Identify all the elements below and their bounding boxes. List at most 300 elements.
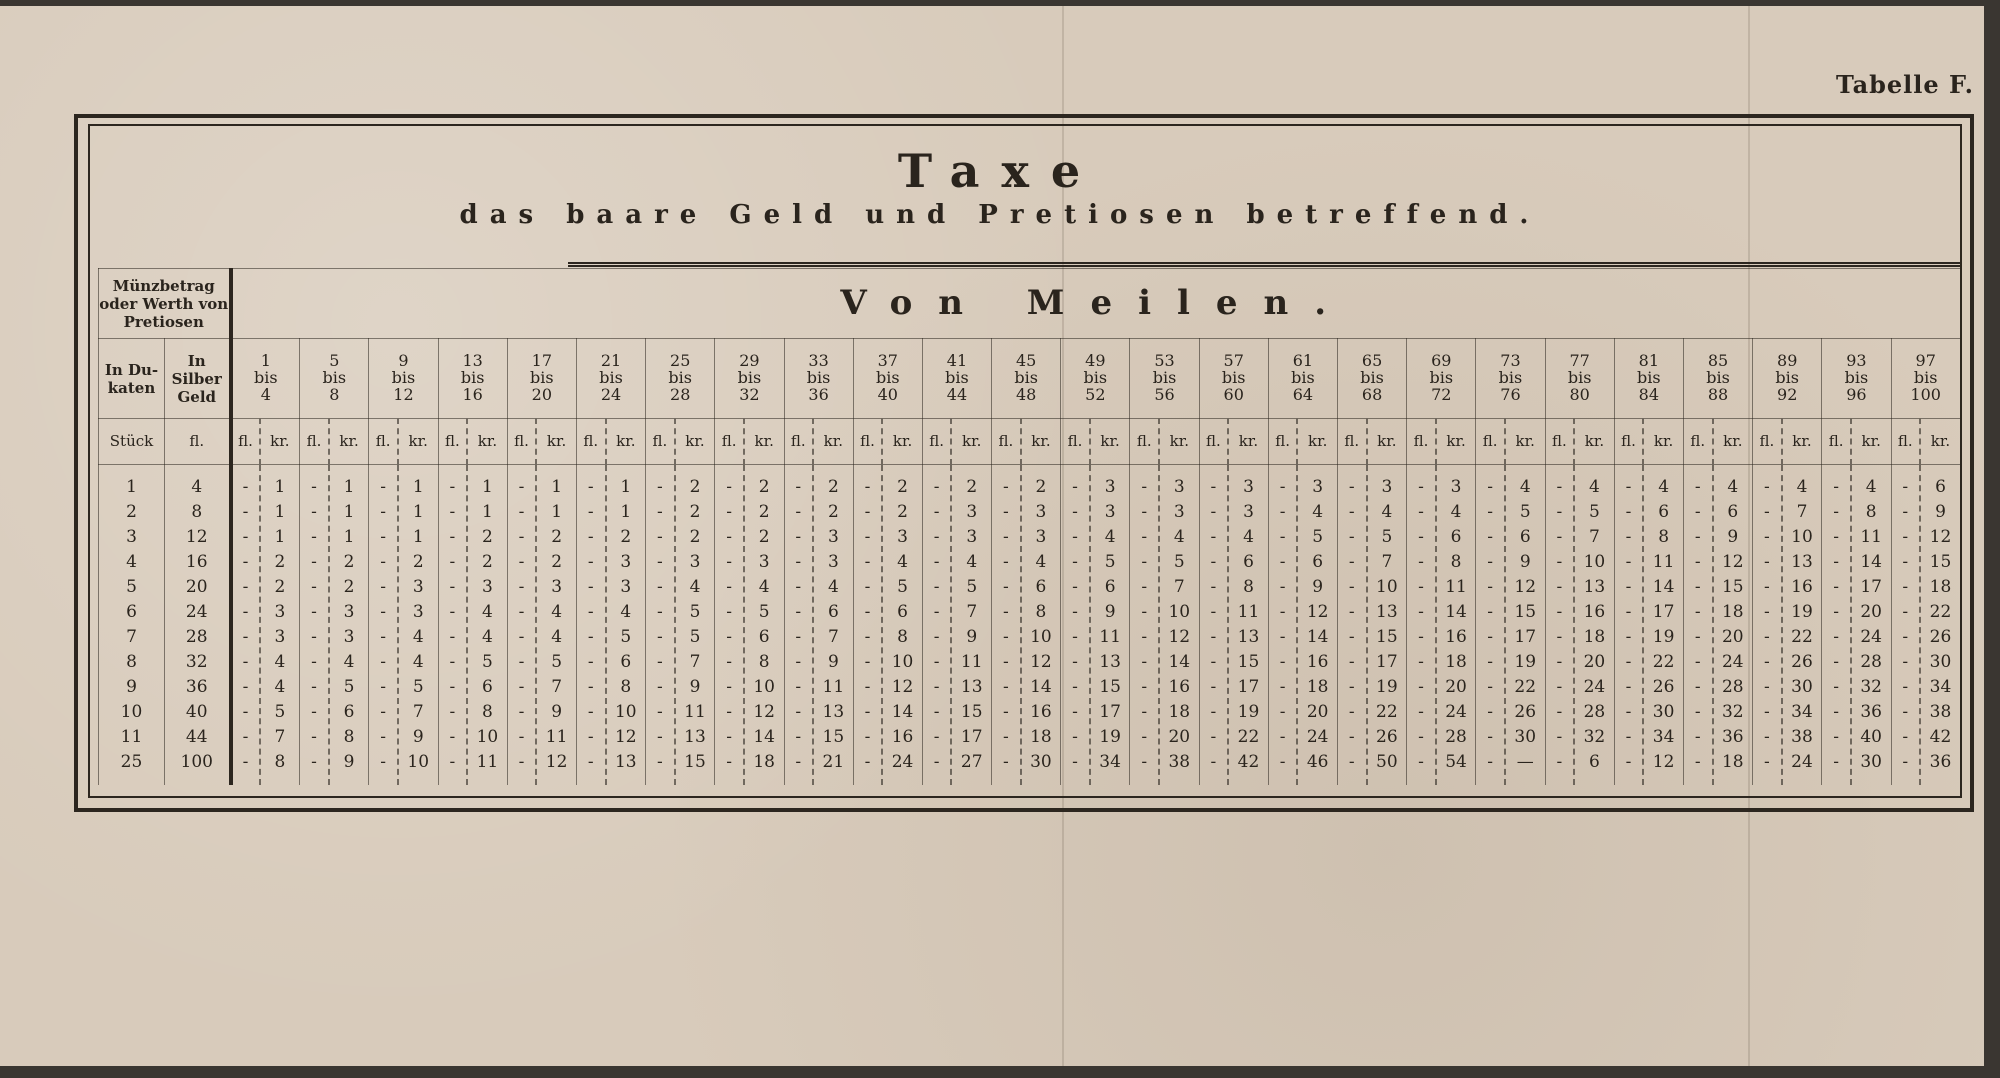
kreuzer-value: 18	[1583, 626, 1606, 647]
florin-value: -	[726, 701, 732, 722]
distance-range-part: 48	[1015, 384, 1037, 404]
kreuzer-value: 17	[1860, 576, 1882, 597]
kreuzer-value: 7	[827, 626, 839, 647]
florin-value: -	[657, 601, 663, 622]
kreuzer-value: 9	[689, 676, 701, 697]
kreuzer-value: 7	[274, 726, 286, 747]
distance-range-header	[715, 339, 784, 419]
kreuzer-value: 18	[1721, 751, 1744, 772]
silver-value: 4	[191, 476, 203, 497]
kreuzer-value: 4	[1035, 551, 1047, 572]
florin-value: -	[1556, 751, 1563, 772]
kreuzer-value: 5	[897, 576, 908, 597]
florin-value: -	[1141, 651, 1148, 672]
florin-value: -	[1764, 526, 1770, 547]
florin-value: -	[1418, 726, 1424, 747]
florin-value: -	[1902, 726, 1909, 747]
kreuzer-value: 3	[689, 551, 701, 572]
florin-value: -	[1348, 751, 1355, 772]
florin-value: -	[587, 501, 594, 522]
florin-value: -	[795, 476, 802, 497]
florin-value: -	[1210, 601, 1217, 622]
kreuzer-column	[1367, 465, 1407, 785]
florin-value: -	[380, 526, 387, 547]
kreuzer-unit: kr.	[1297, 419, 1337, 465]
florin-value: -	[1833, 476, 1839, 497]
florin-value: -	[587, 476, 594, 497]
florin-value: -	[1556, 501, 1563, 522]
florin-value: -	[242, 501, 249, 522]
kreuzer-value: 16	[891, 726, 914, 747]
florin-value: -	[380, 726, 387, 747]
florin-value: -	[1694, 701, 1701, 722]
florin-value: -	[1694, 526, 1701, 547]
kreuzer-value: 15	[1237, 651, 1260, 672]
kreuzer-value: 32	[1721, 701, 1744, 722]
kreuzer-value: 32	[1583, 726, 1606, 747]
florin-value: -	[311, 751, 317, 772]
florin-unit: fl.	[853, 419, 882, 465]
kreuzer-column	[1297, 465, 1337, 785]
distance-range-part: 37	[877, 351, 898, 371]
kreuzer-value: 4	[1381, 501, 1393, 522]
florin-value: -	[1694, 626, 1701, 647]
kreuzer-unit: kr.	[882, 419, 922, 465]
kreuzer-value: 1	[412, 476, 424, 497]
ducat-value: 5	[126, 576, 137, 597]
kreuzer-unit: kr.	[951, 419, 991, 465]
kreuzer-value: 17	[1514, 626, 1537, 647]
florin-value: -	[1625, 501, 1632, 522]
kreuzer-value: 12	[1168, 626, 1191, 647]
silver-value: 44	[185, 726, 208, 747]
florin-value: -	[518, 501, 525, 522]
florin-value: -	[933, 601, 940, 622]
florin-value: -	[1764, 576, 1770, 597]
distance-range-part: bis	[1567, 368, 1592, 388]
distance-range-part: 96	[1846, 384, 1867, 404]
florin-value: -	[1002, 726, 1009, 747]
florin-value: -	[242, 626, 249, 647]
kreuzer-value: 8	[1450, 551, 1462, 572]
kreuzer-column	[606, 465, 646, 785]
florin-value: -	[380, 601, 387, 622]
kreuzer-value: 13	[1791, 551, 1813, 572]
florin-value: -	[1418, 626, 1424, 647]
kreuzer-value: 10	[1376, 576, 1398, 597]
kreuzer-value: 18	[1929, 576, 1952, 597]
kreuzer-value: 7	[1173, 576, 1185, 597]
kreuzer-value: 5	[482, 651, 493, 672]
kreuzer-value: 3	[1104, 476, 1116, 497]
florin-value: -	[933, 576, 940, 597]
florin-unit: fl.	[1338, 419, 1367, 465]
kreuzer-value: 5	[689, 601, 701, 622]
florin-value: -	[795, 601, 802, 622]
florin-value: -	[1210, 701, 1217, 722]
kreuzer-value: 4	[551, 626, 563, 647]
ducat-value: 1	[126, 476, 137, 497]
distance-range-part: 89	[1777, 351, 1798, 371]
ducats-header: In Du- katen	[99, 339, 165, 419]
florin-value: -	[449, 751, 456, 772]
distance-range-header	[992, 339, 1061, 419]
florin-value: -	[864, 676, 871, 697]
kreuzer-value: 24	[1583, 676, 1606, 697]
florin-value: -	[242, 701, 249, 722]
florin-value: -	[657, 526, 663, 547]
kreuzer-value: 2	[412, 551, 424, 572]
kreuzer-value: 13	[960, 676, 983, 697]
kreuzer-value: 13	[1099, 651, 1121, 672]
distance-range-part: 12	[393, 384, 414, 404]
kreuzer-value: 7	[966, 601, 978, 622]
distance-range-part: bis	[1083, 368, 1108, 388]
florin-value: -	[726, 576, 732, 597]
kreuzer-value: 8	[482, 701, 493, 722]
florin-value: -	[1210, 551, 1217, 572]
kreuzer-unit: kr.	[1505, 419, 1545, 465]
florin-value: -	[1487, 701, 1494, 722]
florin-value: -	[1764, 501, 1770, 522]
kreuzer-value: 1	[343, 476, 355, 497]
kreuzer-value: 6	[1312, 551, 1324, 572]
florin-value: -	[1902, 476, 1909, 497]
distance-range-part: 24	[600, 384, 622, 404]
distance-range-header	[1338, 339, 1407, 419]
kreuzer-value: 2	[758, 476, 770, 497]
florin-value: -	[1487, 651, 1494, 672]
kreuzer-value: 5	[1519, 501, 1531, 522]
kreuzer-value: 5	[1104, 551, 1116, 572]
florin-value: -	[1625, 651, 1632, 672]
kreuzer-value: 13	[1376, 601, 1398, 622]
florin-value: -	[1002, 676, 1009, 697]
florin-value: -	[587, 676, 594, 697]
kreuzer-value: 17	[1099, 701, 1121, 722]
florin-value: -	[449, 626, 456, 647]
distance-range-part: 76	[1500, 384, 1521, 404]
florin-value: -	[1279, 751, 1286, 772]
florin-value: -	[1487, 601, 1494, 622]
kreuzer-value: 9	[966, 626, 978, 647]
florin-value: -	[1072, 701, 1078, 722]
florin-value: -	[311, 626, 317, 647]
distance-range-part: 80	[1569, 384, 1590, 404]
kreuzer-value: 16	[1306, 651, 1329, 672]
kreuzer-value: 4	[897, 551, 908, 572]
kreuzer-value: 2	[274, 551, 286, 572]
kreuzer-value: 2	[620, 526, 632, 547]
florin-column	[992, 465, 1021, 785]
florin-value: -	[1487, 751, 1494, 772]
distance-range-part: 25	[670, 351, 691, 371]
florin-column	[646, 465, 675, 785]
kreuzer-unit: kr.	[1574, 419, 1614, 465]
kreuzer-column	[675, 465, 715, 785]
distance-range-part: bis	[530, 368, 554, 388]
kreuzer-column	[951, 465, 991, 785]
florin-value: -	[1625, 576, 1632, 597]
kreuzer-value: 2	[551, 551, 563, 572]
distance-range-part: 1	[260, 351, 271, 371]
florin-value: -	[1002, 601, 1009, 622]
kreuzer-value: 3	[1173, 476, 1185, 497]
florin-value: -	[1072, 676, 1078, 697]
florin-value: -	[1902, 651, 1909, 672]
kreuzer-value: 26	[1929, 626, 1952, 647]
florin-value: -	[1210, 526, 1217, 547]
florin-value: -	[1141, 726, 1148, 747]
florin-value: -	[1348, 701, 1355, 722]
distance-range-part: bis	[1913, 368, 1938, 388]
florin-value: -	[1625, 726, 1632, 747]
florin-value: -	[1625, 526, 1632, 547]
kreuzer-value: 5	[274, 701, 286, 722]
florin-value: -	[1764, 701, 1770, 722]
florin-value: -	[864, 701, 871, 722]
distance-range-header	[300, 339, 369, 419]
florin-value: -	[864, 476, 871, 497]
florin-value: -	[1556, 551, 1563, 572]
florin-value: -	[1279, 626, 1286, 647]
kreuzer-column	[1782, 465, 1822, 785]
florin-value: -	[311, 501, 317, 522]
florin-column	[507, 465, 536, 785]
distance-range-part: 52	[1085, 384, 1106, 404]
florin-value: -	[1694, 476, 1701, 497]
distance-range-header	[784, 339, 853, 419]
florin-value: -	[1002, 551, 1009, 572]
silver-value: 36	[185, 676, 208, 697]
florin-value: -	[449, 551, 456, 572]
ducat-value: 4	[126, 551, 137, 572]
florin-value: -	[1279, 476, 1286, 497]
kreuzer-unit: kr.	[1228, 419, 1268, 465]
distance-range-header	[1407, 339, 1476, 419]
florin-value: -	[1002, 701, 1009, 722]
florin-column	[1130, 465, 1159, 785]
florin-value: -	[1833, 651, 1839, 672]
distance-range-part: bis	[1429, 368, 1454, 388]
florin-value: -	[1072, 751, 1078, 772]
florin-value: -	[933, 526, 940, 547]
florin-unit: fl.	[300, 419, 329, 465]
silver-value: 8	[191, 501, 203, 522]
florin-value: -	[1002, 751, 1009, 772]
florin-column	[576, 465, 605, 785]
florin-value: -	[1764, 726, 1770, 747]
kreuzer-value: 16	[1583, 601, 1606, 622]
florin-value: -	[518, 626, 525, 647]
kreuzer-value: 4	[1519, 476, 1531, 497]
florin-value: -	[1833, 626, 1839, 647]
kreuzer-value: 5	[1589, 501, 1600, 522]
distance-range-part: 5	[329, 351, 340, 371]
kreuzer-value: 24	[1306, 726, 1329, 747]
kreuzer-value: 2	[966, 476, 978, 497]
kreuzer-value: 2	[343, 551, 355, 572]
distance-range-part: 53	[1154, 351, 1175, 371]
kreuzer-value: 4	[482, 626, 493, 647]
florin-value: -	[1487, 551, 1494, 572]
florin-unit: fl.	[1130, 419, 1159, 465]
distance-range-header	[576, 339, 645, 419]
florin-column	[369, 465, 398, 785]
florin-value: -	[1625, 751, 1632, 772]
kreuzer-value: 34	[1099, 751, 1121, 772]
kreuzer-value: 12	[614, 726, 637, 747]
kreuzer-value: 20	[1860, 601, 1882, 622]
florin-value: -	[449, 526, 456, 547]
kreuzer-value: 11	[1237, 601, 1260, 622]
kreuzer-value: 6	[758, 626, 770, 647]
kreuzer-column	[1090, 465, 1130, 785]
kreuzer-value: 3	[620, 576, 632, 597]
florin-value: -	[518, 601, 525, 622]
kreuzer-value: 19	[1652, 626, 1675, 647]
florin-value: -	[1694, 601, 1701, 622]
kreuzer-value: 8	[897, 626, 908, 647]
kreuzer-value: 1	[551, 501, 563, 522]
florin-column	[1822, 465, 1851, 785]
pieces-unit: Stück	[99, 419, 165, 465]
florin-value: -	[726, 676, 732, 697]
florin-value: -	[1833, 576, 1839, 597]
florin-value: -	[1487, 526, 1494, 547]
florin-value: -	[1279, 576, 1286, 597]
florin-value: -	[933, 476, 940, 497]
distance-range-part: bis	[1706, 368, 1730, 388]
kreuzer-value: 54	[1445, 751, 1467, 772]
distance-range-part: 29	[739, 351, 760, 371]
kreuzer-unit: kr.	[1021, 419, 1061, 465]
florin-value: -	[587, 551, 594, 572]
kreuzer-value: 9	[1104, 601, 1116, 622]
kreuzer-value: 28	[1445, 726, 1467, 747]
florin-value: -	[1072, 551, 1078, 572]
kreuzer-value: 42	[1237, 751, 1260, 772]
kreuzer-unit: kr.	[813, 419, 853, 465]
florin-value: -	[1072, 526, 1078, 547]
kreuzer-value: 15	[1929, 551, 1952, 572]
florin-column	[438, 465, 467, 785]
kreuzer-value: 22	[1929, 601, 1952, 622]
florin-value: -	[1902, 601, 1909, 622]
florin-value: -	[449, 701, 456, 722]
distance-range-part: 41	[946, 351, 968, 371]
florin-value: -	[795, 526, 802, 547]
kreuzer-value: 1	[482, 476, 493, 497]
kreuzer-value: 4	[1727, 476, 1739, 497]
florin-value: -	[1141, 626, 1148, 647]
kreuzer-value: 38	[1168, 751, 1191, 772]
distance-range-header	[1476, 339, 1545, 419]
florin-value: -	[1348, 551, 1355, 572]
kreuzer-unit: kr.	[1851, 419, 1891, 465]
kreuzer-value: 2	[758, 501, 770, 522]
florin-value: -	[1348, 651, 1355, 672]
kreuzer-value: 8	[1035, 601, 1047, 622]
kreuzer-value: 14	[1030, 676, 1052, 697]
kreuzer-value: 15	[1721, 576, 1744, 597]
kreuzer-value: 5	[343, 676, 355, 697]
kreuzer-value: 19	[1099, 726, 1121, 747]
kreuzer-value: 14	[1168, 651, 1191, 672]
kreuzer-value: 42	[1929, 726, 1952, 747]
florin-value: -	[1764, 601, 1770, 622]
florin-value: -	[1902, 576, 1909, 597]
florin-value: -	[242, 476, 249, 497]
kreuzer-value: 30	[1929, 651, 1952, 672]
kreuzer-value: 1	[343, 501, 355, 522]
kreuzer-unit: kr.	[1436, 419, 1476, 465]
kreuzer-value: 22	[1791, 626, 1813, 647]
distance-range-part: bis	[1498, 368, 1523, 388]
kreuzer-value: 36	[1721, 726, 1744, 747]
kreuzer-value: 15	[960, 701, 983, 722]
title-rule	[568, 262, 1960, 267]
kreuzer-value: 1	[620, 501, 632, 522]
kreuzer-value: 6	[1658, 501, 1670, 522]
florin-unit: fl.	[1753, 419, 1782, 465]
florin-value: -	[657, 651, 663, 672]
kreuzer-value: 3	[274, 626, 286, 647]
florin-value: -	[1418, 526, 1424, 547]
kreuzer-value: 4	[1173, 526, 1185, 547]
florin-column	[1683, 465, 1712, 785]
distance-range-header	[507, 339, 576, 419]
kreuzer-value: 5	[412, 676, 424, 697]
florin-value: -	[1418, 501, 1424, 522]
distance-range-part: 61	[1292, 351, 1314, 371]
kreuzer-value: 4	[1796, 476, 1808, 497]
florin-unit: fl.	[1268, 419, 1297, 465]
florin-value: -	[587, 576, 594, 597]
kreuzer-value: 13	[1237, 626, 1260, 647]
distance-range-part: bis	[254, 368, 278, 388]
kreuzer-column	[882, 465, 922, 785]
florin-value: -	[1002, 651, 1009, 672]
kreuzer-value: 15	[822, 726, 845, 747]
kreuzer-value: 15	[1514, 601, 1537, 622]
florin-value: -	[1902, 676, 1909, 697]
distance-range-part: 33	[808, 351, 829, 371]
kreuzer-value: 5	[1312, 526, 1324, 547]
kreuzer-unit: kr.	[744, 419, 784, 465]
florin-value: -	[311, 651, 317, 672]
kreuzer-column	[398, 465, 438, 785]
florin-unit: fl.	[231, 419, 260, 465]
silver-value: 12	[185, 526, 208, 547]
kreuzer-value: 11	[476, 751, 499, 772]
kreuzer-value: 36	[1860, 701, 1882, 722]
kreuzer-value: 19	[1791, 601, 1813, 622]
kreuzer-value: 3	[274, 601, 286, 622]
florin-unit: fl.	[992, 419, 1021, 465]
kreuzer-value: 22	[1514, 676, 1537, 697]
kreuzer-value: 3	[412, 601, 424, 622]
distance-range-part: 72	[1431, 384, 1452, 404]
florin-value: -	[1279, 501, 1286, 522]
kreuzer-value: 5	[1381, 526, 1393, 547]
kreuzer-value: 34	[1652, 726, 1675, 747]
kreuzer-value: 6	[827, 601, 839, 622]
kreuzer-value: 20	[1721, 626, 1744, 647]
florin-value: -	[1694, 576, 1701, 597]
kreuzer-value: 3	[966, 526, 978, 547]
distance-range-part: 57	[1223, 351, 1244, 371]
